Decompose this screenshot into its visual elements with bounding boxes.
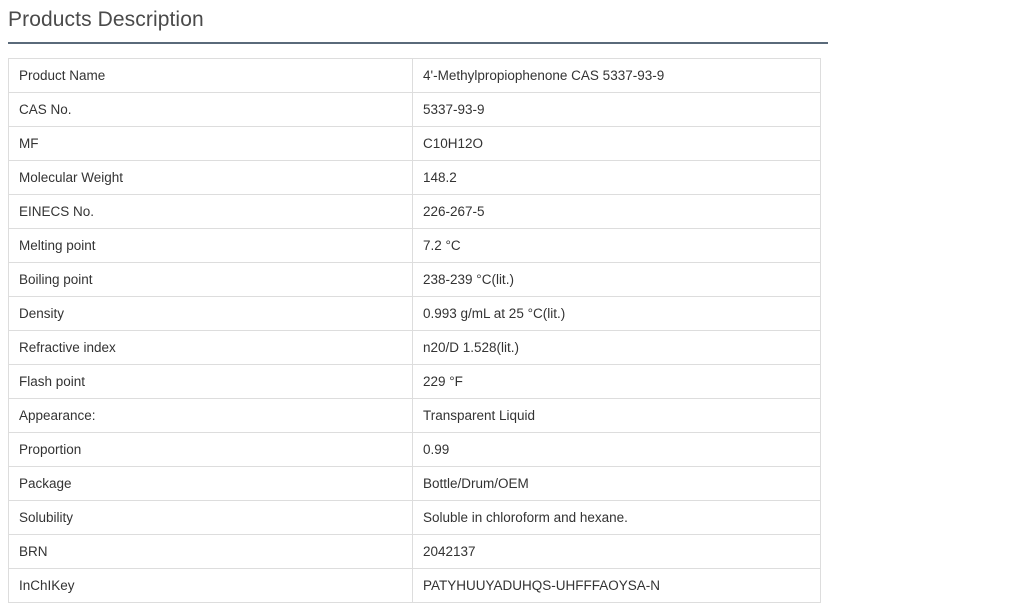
table-body <box>9 59 821 603</box>
product-description-table-wrap <box>8 58 780 603</box>
title-divider <box>8 42 828 44</box>
row-label: Melting point <box>9 229 413 263</box>
row-label: Refractive index <box>9 331 413 365</box>
row-label: InChIKey <box>9 569 413 603</box>
table-row <box>9 467 821 501</box>
row-value: Bottle/Drum/OEM <box>413 467 821 501</box>
row-label: Density <box>9 297 413 331</box>
row-value: 0.993 g/mL at 25 °C(lit.) <box>413 297 821 331</box>
row-value: 7.2 °C <box>413 229 821 263</box>
row-value: Soluble in chloroform and hexane. <box>413 501 821 535</box>
table-row <box>9 501 821 535</box>
page-title: Products Description <box>8 8 204 31</box>
row-value: 229 °F <box>413 365 821 399</box>
row-label: MF <box>9 127 413 161</box>
table-row <box>9 229 821 263</box>
row-label: Solubility <box>9 501 413 535</box>
table-row <box>9 569 821 603</box>
table-row <box>9 331 821 365</box>
table-row <box>9 93 821 127</box>
row-label: Flash point <box>9 365 413 399</box>
row-value: 4'-Methylpropiophenone CAS 5337-93-9 <box>413 59 821 93</box>
row-label: Appearance: <box>9 399 413 433</box>
table-row <box>9 535 821 569</box>
row-label: CAS No. <box>9 93 413 127</box>
row-label: Package <box>9 467 413 501</box>
row-label: Boiling point <box>9 263 413 297</box>
table-row <box>9 365 821 399</box>
row-value: 148.2 <box>413 161 821 195</box>
row-value: 0.99 <box>413 433 821 467</box>
row-value: PATYHUUYADUHQS-UHFFFAOYSA-N <box>413 569 821 603</box>
row-value: C10H12O <box>413 127 821 161</box>
table-row <box>9 59 821 93</box>
row-label: Molecular Weight <box>9 161 413 195</box>
row-label: Product Name <box>9 59 413 93</box>
row-value: Transparent Liquid <box>413 399 821 433</box>
table-row <box>9 263 821 297</box>
table-row <box>9 399 821 433</box>
row-value: 2042137 <box>413 535 821 569</box>
row-value: n20/D 1.528(lit.) <box>413 331 821 365</box>
table-row <box>9 127 821 161</box>
row-value: 238-239 °C(lit.) <box>413 263 821 297</box>
row-label: Proportion <box>9 433 413 467</box>
row-value: 5337-93-9 <box>413 93 821 127</box>
row-label: EINECS No. <box>9 195 413 229</box>
table-row <box>9 297 821 331</box>
table-row <box>9 195 821 229</box>
table-row <box>9 433 821 467</box>
row-value: 226-267-5 <box>413 195 821 229</box>
row-label: BRN <box>9 535 413 569</box>
table-row <box>9 161 821 195</box>
product-description-table <box>8 58 821 603</box>
